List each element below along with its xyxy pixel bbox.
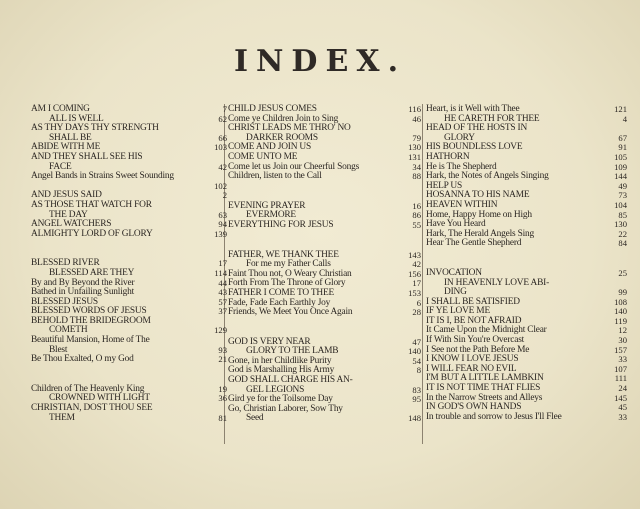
entry-title: Have You Heard bbox=[426, 219, 486, 230]
entry-title: I SHALL BE SATISFIED bbox=[426, 296, 520, 307]
entry-title: For me my Father Calls bbox=[246, 259, 331, 270]
index-entry bbox=[31, 325, 227, 335]
entry-page-number: 30 bbox=[618, 335, 627, 346]
index-entry bbox=[228, 385, 421, 395]
entry-page-number: 42 bbox=[218, 161, 227, 172]
entry-page-number: 114 bbox=[214, 267, 227, 278]
entry-title: Forth From The Throne of Glory bbox=[228, 278, 346, 289]
entry-title: God is Marshalling His Army bbox=[228, 365, 335, 376]
entry-title: ABIDE WITH ME bbox=[31, 142, 101, 153]
entry-page-number: 157 bbox=[614, 344, 627, 355]
index-entry bbox=[31, 393, 227, 403]
index-column bbox=[31, 104, 227, 422]
index-entry bbox=[426, 354, 627, 364]
entry-page-number: 109 bbox=[614, 161, 627, 172]
index-entry bbox=[31, 316, 227, 326]
entry-page-number: 79 bbox=[412, 132, 421, 143]
index-entry bbox=[426, 171, 627, 181]
entry-page-number: 140 bbox=[408, 346, 421, 357]
index-entry bbox=[426, 402, 627, 412]
entry-page-number: 4 bbox=[622, 113, 627, 124]
entry-page-number: 84 bbox=[618, 238, 627, 249]
entry-title: Gone, in her Childlike Purity bbox=[228, 355, 332, 366]
entry-title: Children of The Heavenly King bbox=[31, 383, 145, 394]
entry-page-number: 93 bbox=[218, 344, 227, 355]
index-entry bbox=[228, 307, 421, 317]
entry-page-number: 22 bbox=[618, 228, 627, 239]
index-group bbox=[31, 258, 227, 364]
index-entry bbox=[228, 365, 421, 375]
index-entry bbox=[228, 356, 421, 366]
entry-page-number: 81 bbox=[218, 412, 227, 423]
entry-page-number: 130 bbox=[614, 219, 627, 230]
entry-title: In the Narrow Streets and Alleys bbox=[426, 392, 543, 403]
entry-page-number: 63 bbox=[218, 209, 227, 220]
entry-page-number: 8 bbox=[416, 365, 421, 376]
entry-title: HATHORN bbox=[426, 151, 470, 162]
index-entry bbox=[426, 364, 627, 374]
index-entry bbox=[31, 200, 227, 210]
index-entry bbox=[426, 278, 627, 288]
entry-title: Faint Thou not, O Weary Christian bbox=[228, 268, 352, 279]
entry-page-number: 108 bbox=[614, 296, 627, 307]
index-entry bbox=[228, 278, 421, 288]
entry-title: HOSANNA TO HIS NAME bbox=[426, 190, 530, 201]
index-entry bbox=[31, 181, 227, 191]
index-entry bbox=[228, 394, 421, 404]
entry-page-number: 12 bbox=[618, 325, 627, 336]
index-entry bbox=[31, 133, 227, 143]
entry-page-number: 46 bbox=[412, 113, 421, 124]
index-entry bbox=[228, 288, 421, 298]
entry-title: GOD SHALL CHARGE HIS AN- bbox=[228, 375, 353, 386]
entry-page-number: 16 bbox=[412, 200, 421, 211]
index-entry bbox=[31, 287, 227, 297]
entry-title: INVOCATION bbox=[426, 267, 482, 278]
entry-title: ANGEL WATCHERS bbox=[31, 219, 112, 230]
entry-title: HEAVEN WITHIN bbox=[426, 199, 498, 210]
entry-title: I See not the Path Before Me bbox=[426, 344, 530, 355]
entry-title: FACE bbox=[49, 161, 72, 172]
index-entry bbox=[31, 278, 227, 288]
index-entry bbox=[426, 162, 627, 172]
entry-title: GOD IS VERY NEAR bbox=[228, 336, 311, 347]
entry-title: HIS BOUNDLESS LOVE bbox=[426, 142, 523, 153]
index-column bbox=[228, 104, 421, 423]
index-entry bbox=[426, 393, 627, 403]
entry-title: AND JESUS SAID bbox=[31, 190, 102, 201]
entry-page-number: 139 bbox=[214, 228, 227, 239]
entry-title: Gird ye for the Toilsome Day bbox=[228, 394, 333, 405]
entry-title: AND THEY SHALL SEE HIS bbox=[31, 151, 143, 162]
index-entry bbox=[31, 190, 227, 200]
entry-page-number: 24 bbox=[618, 383, 627, 394]
entry-title: GLORY bbox=[444, 132, 475, 143]
entry-page-number: 91 bbox=[618, 142, 627, 153]
entry-title: AS THY DAYS THY STRENGTH bbox=[31, 123, 159, 134]
index-entry bbox=[426, 383, 627, 393]
column-divider bbox=[422, 104, 423, 444]
index-entry bbox=[426, 190, 627, 200]
index-entry bbox=[426, 316, 627, 326]
entry-page-number: 83 bbox=[412, 384, 421, 395]
entry-title: Be Thou Exalted, O my God bbox=[31, 354, 134, 365]
index-entry bbox=[228, 220, 421, 230]
entry-page-number: 156 bbox=[408, 268, 421, 279]
entry-title: Home, Happy Home on High bbox=[426, 209, 532, 220]
entry-title: EVENING PRAYER bbox=[228, 200, 306, 211]
index-entry bbox=[228, 142, 421, 152]
entry-page-number: 43 bbox=[218, 287, 227, 298]
entry-title: HE CARETH FOR THEE bbox=[444, 113, 540, 124]
entry-title: THE DAY bbox=[49, 209, 88, 220]
entry-title: Come ye Children Join to Sing bbox=[228, 113, 339, 124]
entry-title: BLESSED WORDS OF JESUS bbox=[31, 306, 147, 317]
entry-title: CHRIST LEADS ME THRO' NO bbox=[228, 123, 351, 134]
index-entry bbox=[228, 133, 421, 143]
index-group bbox=[426, 104, 627, 248]
entry-title: Hark, the Notes of Angels Singing bbox=[426, 171, 549, 182]
entry-page-number: 49 bbox=[618, 180, 627, 191]
entry-page-number: 2 bbox=[222, 190, 227, 201]
entry-page-number: 47 bbox=[412, 336, 421, 347]
entry-page-number: 103 bbox=[214, 142, 227, 153]
entry-title: HEAD OF THE HOSTS IN bbox=[426, 123, 528, 134]
index-entry bbox=[31, 345, 227, 355]
entry-title: I KNOW I LOVE JESUS bbox=[426, 354, 519, 365]
entry-title: I WILL FEAR NO EVIL bbox=[426, 363, 517, 374]
index-entry bbox=[31, 219, 227, 229]
index-entry bbox=[31, 268, 227, 278]
entry-page-number: 55 bbox=[412, 219, 421, 230]
entry-title: DING bbox=[444, 287, 467, 298]
entry-title: Go, Christian Laborer, Sow Thy bbox=[228, 403, 343, 414]
entry-page-number: 36 bbox=[218, 393, 227, 404]
index-entry bbox=[31, 104, 227, 114]
entry-title: GLORY TO THE LAMB bbox=[246, 346, 339, 357]
index-entry bbox=[228, 123, 421, 133]
entry-title: Hear The Gentle Shepherd bbox=[426, 238, 522, 249]
index-entry bbox=[31, 306, 227, 316]
entry-title: ALMIGHTY LORD OF GLORY bbox=[31, 228, 153, 239]
entry-page-number: 143 bbox=[408, 249, 421, 260]
entry-title: COME AND JOIN US bbox=[228, 142, 312, 153]
entry-page-number: 95 bbox=[412, 394, 421, 405]
entry-title: IF YE LOVE ME bbox=[426, 306, 490, 317]
index-entry bbox=[31, 114, 227, 124]
entry-title: FATHER, WE THANK THEE bbox=[228, 249, 339, 260]
index-entry bbox=[228, 404, 421, 414]
entry-page-number: 94 bbox=[218, 219, 227, 230]
index-entry bbox=[426, 142, 627, 152]
entry-page-number: 153 bbox=[408, 287, 421, 298]
index-group bbox=[228, 337, 421, 423]
entry-page-number: 140 bbox=[614, 306, 627, 317]
index-entry bbox=[228, 114, 421, 124]
index-entry bbox=[426, 210, 627, 220]
entry-page-number: 21 bbox=[218, 354, 227, 365]
entry-title: COMETH bbox=[49, 325, 88, 336]
index-entry bbox=[228, 298, 421, 308]
entry-page-number: 66 bbox=[218, 132, 227, 143]
entry-title: It Came Upon the Midnight Clear bbox=[426, 325, 547, 336]
index-entry bbox=[426, 229, 627, 239]
entry-title: Angel Bands in Strains Sweet Sounding bbox=[31, 171, 174, 182]
entry-title: DARKER ROOMS bbox=[246, 132, 318, 143]
index-entry bbox=[426, 306, 627, 316]
entry-title: In trouble and sorrow to Jesus I'll Flee bbox=[426, 411, 562, 422]
entry-title: AS THOSE THAT WATCH FOR bbox=[31, 199, 152, 210]
entry-page-number: 19 bbox=[218, 383, 227, 394]
entry-title: ALL IS WELL bbox=[49, 113, 104, 124]
entry-title: BLESSED ARE THEY bbox=[49, 267, 135, 278]
entry-page-number: 99 bbox=[618, 287, 627, 298]
entry-title: Heart, is it Well with Thee bbox=[426, 104, 520, 114]
entry-page-number: 86 bbox=[412, 210, 421, 221]
index-entry bbox=[426, 268, 627, 278]
index-entry bbox=[426, 373, 627, 383]
index-entry bbox=[426, 104, 627, 114]
entry-page-number: 107 bbox=[614, 363, 627, 374]
index-entry bbox=[228, 375, 421, 385]
entry-title: EVERMORE bbox=[246, 210, 296, 221]
entry-title: IT IS NOT TIME THAT FLIES bbox=[426, 383, 541, 394]
index-column bbox=[426, 104, 627, 421]
entry-title: Friends, We Meet You Once Again bbox=[228, 307, 353, 318]
entry-page-number: 17 bbox=[218, 258, 227, 269]
entry-title: BEHOLD THE BRIDEGROOM bbox=[31, 315, 151, 326]
entry-page-number: 144 bbox=[614, 171, 627, 182]
index-entry bbox=[31, 171, 227, 181]
index-entry bbox=[426, 181, 627, 191]
index-entry bbox=[31, 297, 227, 307]
entry-page-number: 34 bbox=[412, 161, 421, 172]
entry-page-number: 44 bbox=[218, 277, 227, 288]
entry-page-number: 105 bbox=[614, 151, 627, 162]
index-entry bbox=[426, 114, 627, 124]
entry-page-number: 145 bbox=[614, 392, 627, 403]
entry-page-number: 17 bbox=[412, 278, 421, 289]
entry-page-number: 119 bbox=[614, 315, 627, 326]
entry-title: AM I COMING bbox=[31, 104, 90, 114]
index-entry bbox=[228, 104, 421, 114]
index-entry bbox=[228, 152, 421, 162]
entry-title: Seed bbox=[246, 413, 264, 424]
entry-page-number: 85 bbox=[618, 209, 627, 220]
index-entry bbox=[31, 210, 227, 220]
entry-title: SHALL BE bbox=[49, 132, 92, 143]
entry-title: CHILD JESUS COMES bbox=[228, 104, 317, 114]
entry-page-number: 130 bbox=[408, 142, 421, 153]
entry-page-number: 111 bbox=[614, 373, 627, 384]
entry-page-number: 45 bbox=[618, 402, 627, 413]
entry-title: CROWNED WITH LIGHT bbox=[49, 393, 150, 404]
entry-page-number: 104 bbox=[614, 199, 627, 210]
entry-title: IN HEAVENLY LOVE ABI- bbox=[444, 277, 549, 288]
entry-title: Fade, Fade Each Earthly Joy bbox=[228, 297, 331, 308]
index-entry bbox=[426, 152, 627, 162]
index-entry bbox=[228, 171, 421, 181]
entry-page-number: 33 bbox=[618, 354, 627, 365]
index-entry bbox=[31, 413, 227, 423]
index-entry bbox=[228, 162, 421, 172]
index-entry bbox=[228, 337, 421, 347]
index-entry bbox=[228, 201, 421, 211]
entry-title: IN GOD'S OWN HANDS bbox=[426, 402, 522, 413]
index-group bbox=[426, 268, 627, 422]
entry-page-number: 54 bbox=[412, 355, 421, 366]
index-entry bbox=[426, 200, 627, 210]
entry-title: Blest bbox=[49, 344, 68, 355]
index-group bbox=[228, 104, 421, 181]
entry-page-number: 25 bbox=[618, 267, 627, 278]
entry-page-number: 148 bbox=[408, 413, 421, 424]
index-entry bbox=[31, 152, 227, 162]
entry-title: Children, listen to the Call bbox=[228, 171, 322, 182]
entry-page-number: 73 bbox=[618, 190, 627, 201]
entry-page-number: 7 bbox=[222, 104, 227, 114]
index-entry bbox=[31, 258, 227, 268]
index-entry bbox=[228, 346, 421, 356]
entry-title: CHRISTIAN, DOST THOU SEE bbox=[31, 403, 153, 414]
index-entry bbox=[426, 335, 627, 345]
entry-page-number: 131 bbox=[408, 151, 421, 162]
entry-title: If With Sin You're Overcast bbox=[426, 335, 525, 346]
index-entry bbox=[31, 335, 227, 345]
index-entry bbox=[31, 142, 227, 152]
page-title: INDEX. bbox=[233, 44, 407, 79]
entry-page-number: 42 bbox=[412, 259, 421, 270]
index-entry bbox=[426, 123, 627, 133]
index-entry bbox=[426, 297, 627, 307]
entry-title: Come let us Join our Cheerful Songs bbox=[228, 161, 360, 172]
entry-title: IT IS I, BE NOT AFRAID bbox=[426, 315, 522, 326]
entry-title: BLESSED RIVER bbox=[31, 258, 100, 269]
entry-page-number: 102 bbox=[214, 180, 227, 191]
index-entry bbox=[228, 259, 421, 269]
index-entry bbox=[31, 123, 227, 133]
entry-title: GEL LEGIONS bbox=[246, 384, 305, 395]
entry-title: He is The Shepherd bbox=[426, 161, 497, 172]
index-entry bbox=[31, 162, 227, 172]
entry-title: Bathed in Unfailing Sunlight bbox=[31, 287, 134, 298]
entry-title: Beautiful Mansion, Home of The bbox=[31, 335, 150, 346]
index-group bbox=[31, 104, 227, 238]
entry-page-number: 37 bbox=[218, 306, 227, 317]
entry-title: HELP US bbox=[426, 180, 463, 191]
index-entry bbox=[228, 250, 421, 260]
index-entry bbox=[31, 354, 227, 364]
index-entry bbox=[426, 219, 627, 229]
index-entry bbox=[426, 325, 627, 335]
index-entry bbox=[228, 269, 421, 279]
index-group bbox=[31, 384, 227, 422]
entry-title: COME UNTO ME bbox=[228, 151, 298, 162]
entry-title: THEM bbox=[49, 412, 75, 423]
entry-title: I'M BUT A LITTLE LAMBKIN bbox=[426, 373, 544, 384]
index-entry bbox=[31, 384, 227, 394]
entry-page-number: 88 bbox=[412, 171, 421, 182]
entry-title: Hark, The Herald Angels Sing bbox=[426, 228, 535, 239]
index-entry bbox=[228, 413, 421, 423]
entry-page-number: 67 bbox=[618, 132, 627, 143]
index-group bbox=[228, 201, 421, 230]
index-entry bbox=[426, 133, 627, 143]
entry-page-number: 57 bbox=[218, 296, 227, 307]
entry-title: FATHER I COME TO THEE bbox=[228, 287, 335, 298]
index-entry bbox=[426, 287, 627, 297]
index-entry bbox=[426, 238, 627, 248]
entry-page-number: 62 bbox=[218, 113, 227, 124]
index-entry bbox=[228, 210, 421, 220]
entry-title: EVERYTHING FOR JESUS bbox=[228, 219, 334, 230]
index-group bbox=[228, 250, 421, 317]
entry-page-number: 116 bbox=[408, 104, 421, 114]
index-entry bbox=[426, 412, 627, 422]
entry-page-number: 28 bbox=[412, 307, 421, 318]
entry-page-number: 6 bbox=[416, 297, 421, 308]
index-entry bbox=[426, 345, 627, 355]
entry-title: By and By Beyond the River bbox=[31, 277, 135, 288]
entry-page-number: 121 bbox=[614, 104, 627, 114]
entry-page-number: 129 bbox=[214, 325, 227, 336]
index-entry bbox=[31, 403, 227, 413]
index-entry bbox=[31, 229, 227, 239]
entry-page-number: 33 bbox=[618, 411, 627, 422]
entry-title: BLESSED JESUS bbox=[31, 296, 98, 307]
